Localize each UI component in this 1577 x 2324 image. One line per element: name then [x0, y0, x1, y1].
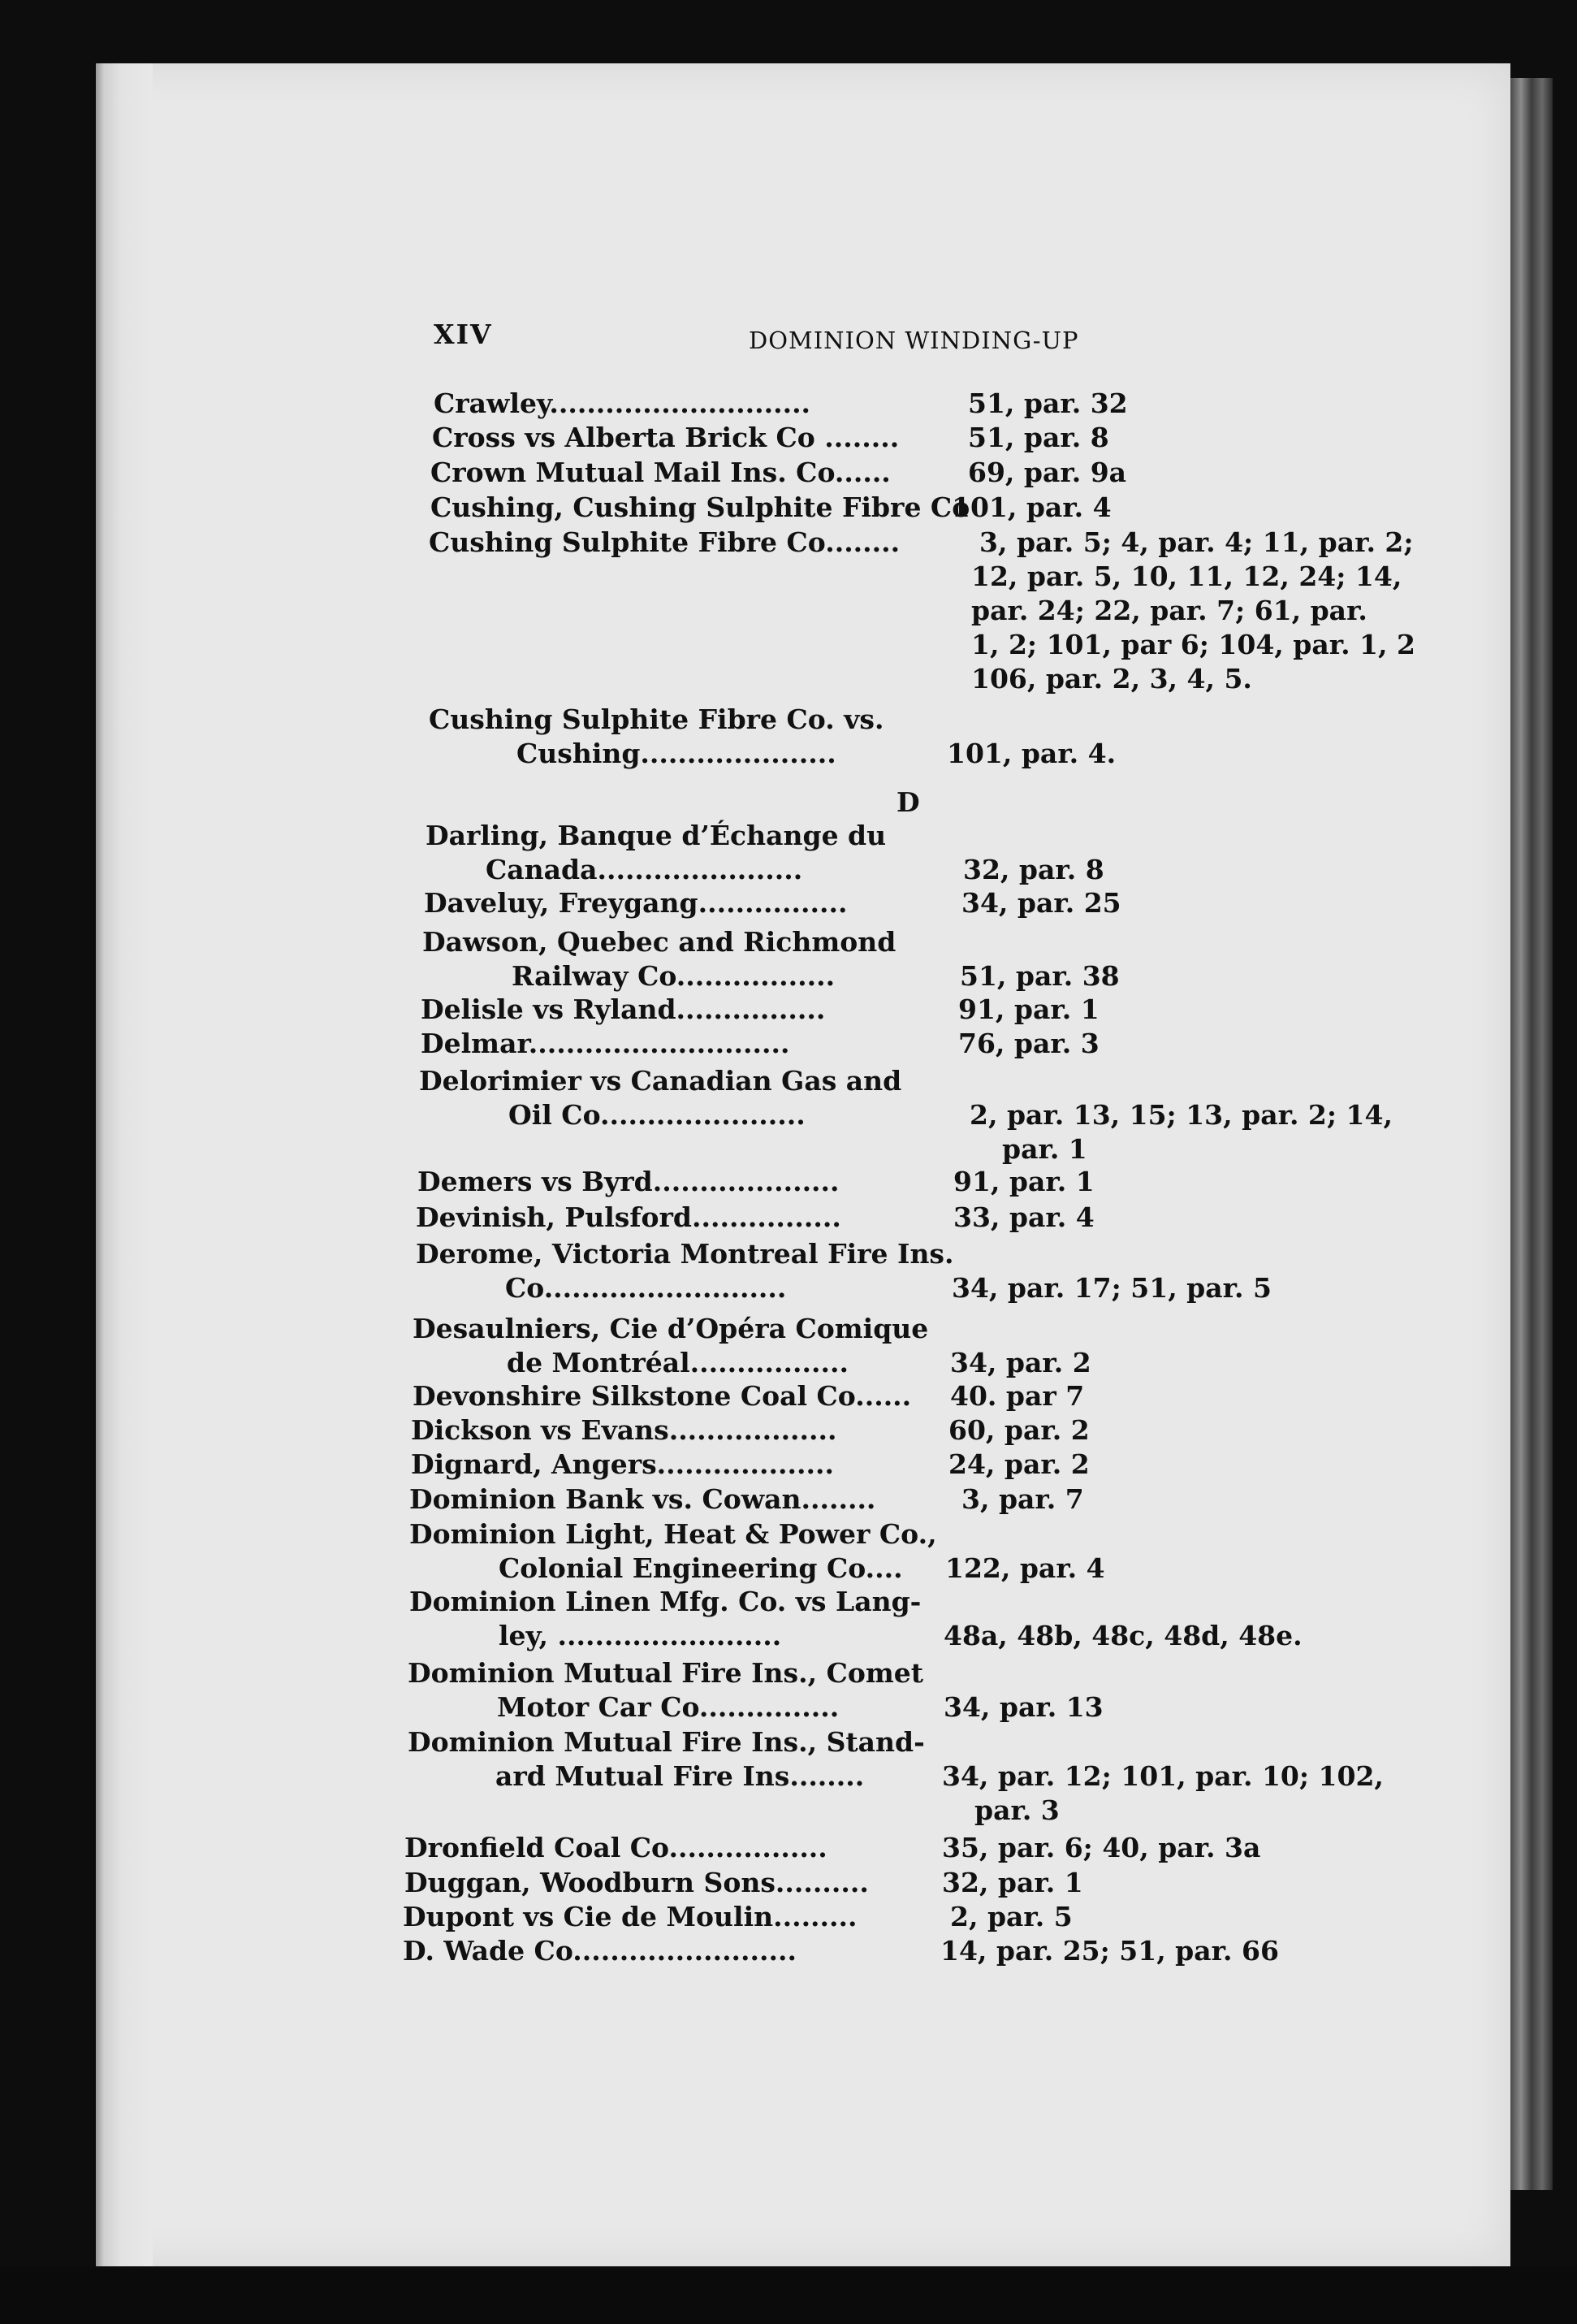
- entry-name-continued: ard Mutual Fire Ins........: [495, 1760, 865, 1792]
- section-letter: D: [897, 786, 920, 818]
- reference-line: 91, par. 1: [958, 993, 1100, 1025]
- entry-name-continued: de Montréal.................: [507, 1347, 849, 1378]
- reference-line: 3, par. 5; 4, par. 4; 11, par. 2;: [979, 526, 1414, 558]
- entry-reference: [950, 1379, 1084, 1413]
- entry-name: Cushing Sulphite Fibre Co. vs.: [429, 703, 884, 735]
- reference-line: 91, par. 1: [953, 1166, 1095, 1197]
- entry-reference: [950, 1900, 1073, 1934]
- entry-reference: [942, 1831, 1260, 1865]
- entry-reference: [961, 886, 1121, 920]
- running-head: DOMINION WINDING-UP: [749, 327, 1079, 354]
- entry-reference: [958, 1027, 1100, 1061]
- reference-line: 32, par. 1: [942, 1867, 1083, 1898]
- entry-name: Crawley............................: [434, 387, 811, 419]
- reference-line: 33, par. 4: [953, 1201, 1095, 1233]
- entry-name: Dignard, Angers...................: [411, 1448, 834, 1480]
- reference-line: 14, par. 25; 51, par. 66: [940, 1935, 1279, 1967]
- entry-name: Delmar............................: [421, 1028, 790, 1059]
- entry-reference: [968, 456, 1126, 490]
- entry-name: Dupont vs Cie de Moulin.........: [403, 1901, 858, 1932]
- entry-name-continued: Railway Co.................: [512, 960, 836, 992]
- entry-name: Cushing, Cushing Sulphite Fibre Co: [430, 491, 970, 523]
- entry-reference: [960, 959, 1120, 993]
- entry-reference: [963, 853, 1104, 887]
- reference-line: 34, par. 13: [944, 1691, 1104, 1723]
- page-edge-shadow: [1510, 78, 1553, 2190]
- entry-reference: [950, 1346, 1091, 1380]
- entry-name: Dawson, Quebec and Richmond: [422, 926, 897, 958]
- reference-line: 3, par. 7: [961, 1483, 1084, 1515]
- reference-line: 34, par. 25: [961, 887, 1121, 919]
- reference-line: 48a, 48b, 48c, 48d, 48e.: [944, 1620, 1303, 1651]
- entry-name: Dickson vs Evans..................: [411, 1414, 837, 1446]
- reference-line: 2, par. 5: [950, 1901, 1073, 1932]
- reference-line: par. 1: [1002, 1133, 1087, 1165]
- entry-reference: [942, 1759, 1384, 1828]
- entry-name: Cushing Sulphite Fibre Co........: [429, 526, 901, 558]
- entry-name: Dominion Bank vs. Cowan........: [409, 1483, 876, 1515]
- reference-line: 12, par. 5, 10, 11, 12, 24; 14,: [971, 560, 1402, 592]
- entry-name: Devonshire Silkstone Coal Co......: [413, 1380, 912, 1412]
- entry-name: Delorimier vs Canadian Gas and: [419, 1065, 902, 1097]
- reference-line: 34, par. 2: [950, 1347, 1091, 1378]
- reference-line: 51, par. 8: [968, 422, 1109, 453]
- entry-name: D. Wade Co........................: [403, 1935, 797, 1967]
- reference-line: 1, 2; 101, par 6; 104, par. 1, 2: [971, 629, 1415, 660]
- entry-reference: [971, 526, 1415, 696]
- entry-reference: [968, 421, 1109, 455]
- entry-name-continued: Colonial Engineering Co....: [499, 1552, 903, 1584]
- entry-reference: [968, 387, 1128, 421]
- entry-reference: [945, 1551, 1105, 1586]
- reference-line: 24, par. 2: [948, 1448, 1090, 1480]
- reference-line: par. 24; 22, par. 7; 61, par.: [971, 595, 1367, 626]
- reference-line: 2, par. 13, 15; 13, par. 2; 14,: [970, 1099, 1393, 1131]
- reference-line: 60, par. 2: [948, 1414, 1090, 1446]
- entry-name: Dronfield Coal Co.................: [404, 1832, 827, 1863]
- entry-reference: [948, 1413, 1090, 1448]
- entry-name: Dominion Linen Mfg. Co. vs Lang-: [409, 1586, 922, 1617]
- reference-line: 32, par. 8: [963, 854, 1104, 885]
- entry-name: Derome, Victoria Montreal Fire Ins.: [416, 1238, 954, 1270]
- entry-reference: [953, 1201, 1095, 1235]
- reference-line: 40. par 7: [950, 1380, 1085, 1412]
- entry-name: Desaulniers, Cie d’Opéra Comique: [413, 1313, 929, 1344]
- entry-name-continued: Oil Co......................: [508, 1099, 806, 1131]
- entry-name: Dominion Mutual Fire Ins., Comet: [408, 1657, 924, 1689]
- entry-reference: [944, 1690, 1104, 1725]
- reference-line: 101, par. 4.: [947, 738, 1117, 769]
- scan-border: [0, 2266, 1577, 2324]
- entry-name: Crown Mutual Mail Ins. Co......: [430, 457, 891, 488]
- entry-name: Darling, Banque d’Échange du: [426, 820, 887, 851]
- entry-reference: [970, 1098, 1393, 1166]
- reference-line: 34, par. 12; 101, par. 10; 102,: [942, 1760, 1384, 1792]
- reference-line: 51, par. 32: [968, 387, 1128, 419]
- entry-reference: [953, 1165, 1095, 1199]
- reference-line: par. 3: [974, 1794, 1060, 1826]
- entry-reference: [948, 1448, 1090, 1482]
- reference-line: 34, par. 17; 51, par. 5: [952, 1272, 1272, 1304]
- page-folio: XIV: [434, 318, 493, 350]
- entry-name: Delisle vs Ryland................: [421, 993, 826, 1025]
- entry-reference: [944, 1619, 1303, 1653]
- entry-name: Demers vs Byrd....................: [417, 1166, 840, 1197]
- entry-name: Dominion Light, Heat & Power Co.,: [409, 1518, 937, 1550]
- entry-reference: [961, 1482, 1084, 1517]
- entry-reference: [952, 1271, 1272, 1305]
- entry-reference: [942, 1866, 1083, 1900]
- entry-name-continued: Co..........................: [505, 1272, 787, 1304]
- entry-name-continued: Canada......................: [486, 854, 803, 885]
- reference-line: 122, par. 4: [945, 1552, 1105, 1584]
- entry-name: Duggan, Woodburn Sons..........: [404, 1867, 869, 1898]
- entry-reference: [940, 1934, 1279, 1968]
- entry-name: Devinish, Pulsford................: [416, 1201, 841, 1233]
- entry-name: Dominion Mutual Fire Ins., Stand-: [408, 1726, 925, 1758]
- binding-shadow: [96, 63, 153, 2266]
- reference-line: 101, par. 4: [952, 491, 1112, 523]
- reference-line: 76, par. 3: [958, 1028, 1100, 1059]
- reference-line: 106, par. 2, 3, 4, 5.: [971, 663, 1252, 695]
- reference-line: 35, par. 6; 40, par. 3a: [942, 1832, 1261, 1863]
- reference-line: 69, par. 9a: [968, 457, 1127, 488]
- entry-name: Cross vs Alberta Brick Co ........: [432, 422, 900, 453]
- entry-name: Daveluy, Freygang................: [424, 887, 848, 919]
- entry-name-continued: ley, ........................: [499, 1620, 782, 1651]
- entry-reference: [958, 993, 1100, 1027]
- entry-reference: [952, 491, 1112, 525]
- entry-reference: [947, 737, 1116, 771]
- entry-name-continued: Cushing.....................: [516, 738, 836, 769]
- reference-line: 51, par. 38: [960, 960, 1120, 992]
- entry-name-continued: Motor Car Co...............: [497, 1691, 840, 1723]
